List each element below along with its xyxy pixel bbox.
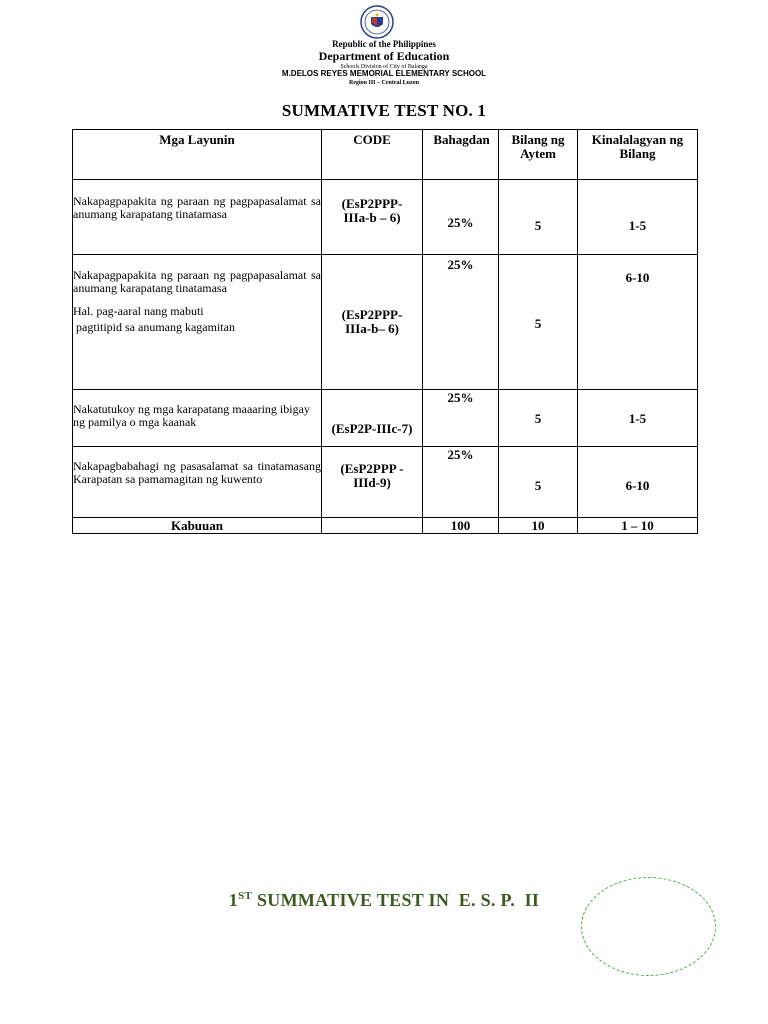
col-header-objectives: Mga Layunin (73, 130, 322, 180)
placement-cell: 1-5 (578, 180, 698, 255)
percent-cell: 25% (423, 255, 499, 390)
table-row (73, 180, 698, 255)
items-cell: 5 (499, 180, 578, 255)
footer-title-text: SUMMATIVE TEST IN E. S. P. II (256, 890, 540, 910)
objective-example: Hal. pag-aaral nang mabuti (73, 304, 204, 318)
page-title: SUMMATIVE TEST NO. 1 (281, 101, 487, 120)
total-row (73, 518, 698, 534)
code-cell: (EsP2PPP-IIIa-b– 6) (322, 255, 423, 390)
objective-cell (73, 255, 322, 390)
objective-cell (73, 390, 322, 447)
school-line: M.DELOS REYES MEMORIAL ELEMENTARY SCHOOL (281, 69, 487, 78)
specification-table (72, 129, 698, 534)
percent-cell: 25% (423, 390, 499, 447)
placement-cell: 6-10 (578, 255, 698, 390)
dashed-oval-shape (581, 877, 716, 976)
total-placement: 1 – 10 (578, 518, 698, 534)
col-header-items: Bilang ng Aytem (499, 130, 578, 180)
total-label: Kabuuan (73, 518, 322, 534)
table-row (73, 447, 698, 518)
items-cell: 5 (499, 255, 578, 390)
items-cell: 5 (499, 447, 578, 518)
department-line: Department of Education (318, 49, 450, 63)
objective-example-2: pagtitipid sa anumang kagamitan (76, 320, 235, 334)
footer-ordinal: 1 (228, 890, 239, 910)
division-line: Schools Division of City of Balanga (340, 64, 428, 70)
total-items: 10 (499, 518, 578, 534)
table-row (73, 390, 698, 447)
objective-text: Nakapagpapakita ng paraan ng pagpapasalamat sa anumang karapatang tinatamasa (73, 194, 321, 221)
table-header-row (73, 130, 698, 180)
objective-text: Nakapagbabahagi ng pasasalamat sa tinatamasang Karapatan sa pamamagitan ng kuwento (73, 459, 321, 486)
republic-line: Republic of the Philippines (332, 39, 436, 49)
col-header-percent: Bahagdan (423, 130, 499, 180)
total-code (322, 518, 423, 534)
footer-ordinal-suffix: ST (238, 890, 253, 902)
objective-cell (73, 180, 322, 255)
placement-cell: 1-5 (578, 390, 698, 447)
code-cell: (EsP2P-IIIc-7) (322, 390, 423, 447)
col-header-placement: Kinalalagyan ng Bilang (578, 130, 698, 180)
placement-cell: 6-10 (578, 447, 698, 518)
total-percent: 100 (423, 518, 499, 534)
objective-text: Nakapagpapakita ng paraan ng pagpapasalamat sa anumang karapatang tinatamasa (73, 268, 321, 295)
col-header-code: CODE (322, 130, 423, 180)
items-cell: 5 (499, 390, 578, 447)
percent-cell: 25% (423, 180, 499, 255)
objective-cell (73, 447, 322, 518)
table-row (73, 255, 698, 390)
code-cell: (EsP2PPP - IIId-9) (322, 447, 423, 518)
code-cell: (EsP2PPP-IIIa-b – 6) (322, 180, 423, 255)
region-line: Region III – Central Luzon (348, 80, 419, 86)
percent-cell: 25% (423, 447, 499, 518)
deped-seal-icon (360, 5, 394, 39)
objective-text: Nakatutukoy ng mga karapatang maaaring ibigay ng pamilya o mga kaanak (73, 402, 310, 429)
